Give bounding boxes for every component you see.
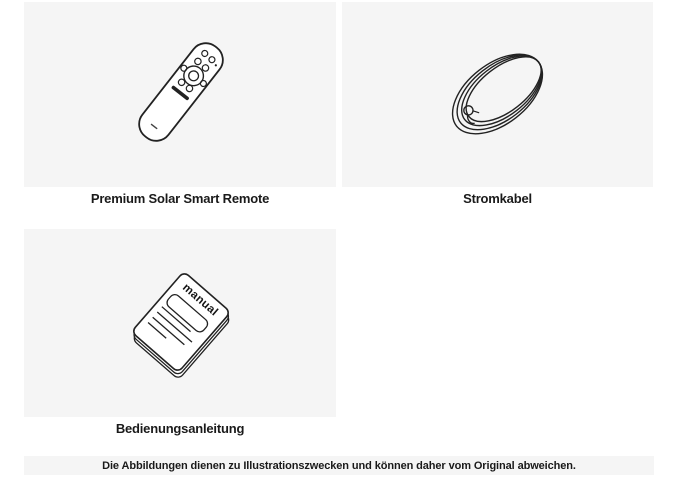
package-item-cell-power-cable: [342, 2, 653, 187]
manual-cover-text: manual: [179, 281, 221, 319]
disclaimer-text: Die Abbildungen dienen zu Illustrationszwecken und können daher vom Original abweichen.: [102, 459, 576, 472]
disclaimer-bar: [24, 456, 654, 475]
item-label-power-cable: Stromkabel: [463, 191, 532, 206]
item-label-remote: Premium Solar Smart Remote: [90, 191, 270, 206]
manual-illustration: [24, 229, 336, 417]
package-item-cell-manual: [24, 229, 336, 417]
item-label-manual: Bedienungsanleitung: [115, 421, 245, 436]
power-cable-illustration: [342, 2, 653, 187]
remote-illustration: [24, 2, 336, 187]
package-item-cell-remote: [24, 2, 336, 187]
